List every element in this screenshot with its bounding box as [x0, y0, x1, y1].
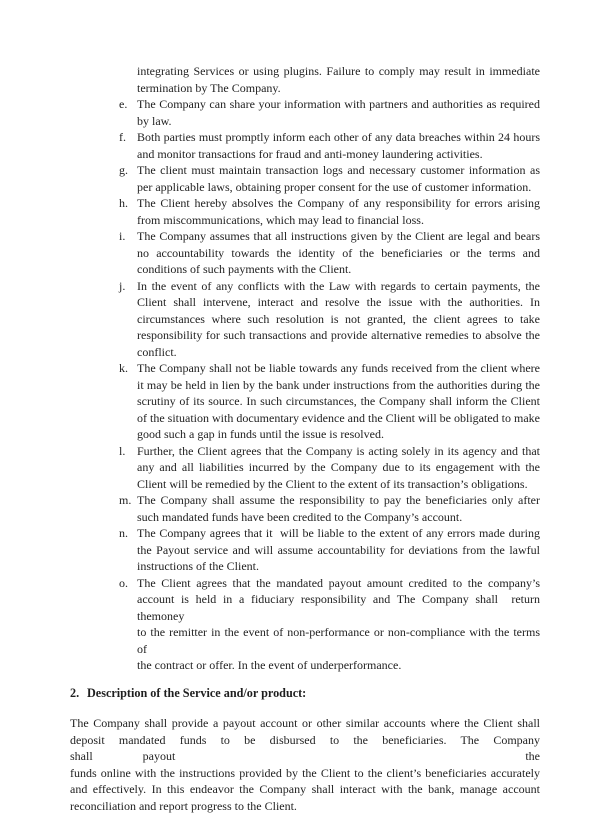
text-line: The Company can share your information with partners and authorities as required [137, 96, 540, 113]
text-line: responsibility for such transactions and provide alternative remedies to absolve the [137, 327, 540, 344]
text-line: to the remitter in the event of non-performance or non-compliance with the terms of [137, 624, 540, 657]
text-line: Client will be remedied by the Client to the extent of its transaction’s obligations. [137, 476, 540, 493]
list-marker: h. [119, 195, 128, 212]
text-line: termination by The Company. [137, 80, 540, 97]
list-item-f [70, 129, 540, 162]
list-marker: g. [119, 162, 128, 179]
list-item-j [70, 278, 540, 361]
list-marker: e. [119, 96, 127, 113]
text-line: scrutiny of its source. In such circumstances, the Company shall inform the Client [137, 393, 540, 410]
closing-paragraph [70, 715, 540, 814]
list-marker: l. [119, 443, 125, 460]
text-line: The client must maintain transaction logs and necessary customer information as [137, 162, 540, 179]
list-item-h [70, 195, 540, 228]
list-item-g [70, 162, 540, 195]
text-line: it may be held in lien by the bank under instructions from the authorities during the [137, 377, 540, 394]
text-line: The Company shall assume the responsibility to pay the beneficiaries only after [137, 492, 540, 509]
list-marker: j. [119, 278, 125, 295]
list-item-k [70, 360, 540, 443]
text-line: In the event of any conflicts with the Law with regards to certain payments, the [137, 278, 540, 295]
list-item-l [70, 443, 540, 493]
list-marker: k. [119, 360, 128, 377]
text-line: no accountability towards the identity of the beneficiaries or the terms and [137, 245, 540, 262]
text-line: the contract or offer. In the event of underperformance. [137, 657, 540, 674]
text-line: per applicable laws, obtaining proper consent for the use of customer information. [137, 179, 540, 196]
list-marker: i. [119, 228, 125, 245]
text-line: reconciliation and report progress to the Client. [70, 798, 540, 814]
list-marker: o. [119, 575, 128, 592]
list-item-i [70, 228, 540, 278]
text-line: of the situation with documentary evidence and the Client will be obligated to make [137, 410, 540, 427]
list-item-o [70, 575, 540, 674]
text-line: circumstances where such resolution is not granted, the client agrees to take [137, 311, 540, 328]
text-line: Both parties must promptly inform each other of any data breaches within 24 hours [137, 129, 540, 146]
list-marker: f. [119, 129, 126, 146]
document-content [70, 63, 540, 814]
list-marker: m. [119, 492, 131, 509]
text-line: The Company agrees that it will be liable to the extent of any errors made during [137, 525, 540, 542]
text-line: Client shall intervene, interact and resolve the issue with the authorities. In [137, 294, 540, 311]
text-line: The Client agrees that the mandated payout amount credited to the company’s [137, 575, 540, 592]
text-line: funds online with the instructions provided by the Client to the client’s beneficiaries accurately [70, 765, 540, 782]
text-line: Further, the Client agrees that the Company is acting solely in its agency and that [137, 443, 540, 460]
text-line: conflict. [137, 344, 540, 361]
list-marker: n. [119, 525, 128, 542]
text-line: and effectively. In this endeavor the Company shall interact with the bank, manage account [70, 781, 540, 798]
section-heading [70, 685, 540, 702]
list-item-m [70, 492, 540, 525]
text-line: and monitor transactions for fraud and anti-money laundering activities. [137, 146, 540, 163]
text-line: account is held in a fiduciary responsibility and The Company shall return themoney [137, 591, 540, 624]
text-line: any and all liabilities incurred by the Company due to its engagement with the [137, 459, 540, 476]
text-line: The Company assumes that all instructions given by the Client are legal and bears [137, 228, 540, 245]
text-line: the Payout service and will assume accountability for deviations from the lawful [137, 542, 540, 559]
text-line: integrating Services or using plugins. Failure to comply may result in immediate [137, 63, 540, 80]
section-heading-number: 2. [70, 685, 87, 702]
text-line: The Client hereby absolves the Company of any responsibility for errors arising [137, 195, 540, 212]
text-line: good such a gap in funds until the issue is resolved. [137, 426, 540, 443]
text-line: conditions of such payments with the Client. [137, 261, 540, 278]
section-heading-text: Description of the Service and/or product: [87, 686, 306, 700]
list-item-e [70, 96, 540, 129]
continuation-paragraph [137, 63, 540, 96]
text-line: deposit mandated funds to be disbursed to the beneficiaries. The Company shall payout the [70, 732, 540, 765]
text-line: by law. [137, 113, 540, 130]
list-item-n [70, 525, 540, 575]
text-line: from miscommunications, which may lead to financial loss. [137, 212, 540, 229]
text-line: such mandated funds have been credited to the Company’s account. [137, 509, 540, 526]
lettered-list [70, 96, 540, 674]
text-line: instructions of the Client. [137, 558, 540, 575]
text-line: The Company shall provide a payout account or other similar accounts where the Client shall [70, 715, 540, 732]
text-line: The Company shall not be liable towards any funds received from the client where [137, 360, 540, 377]
